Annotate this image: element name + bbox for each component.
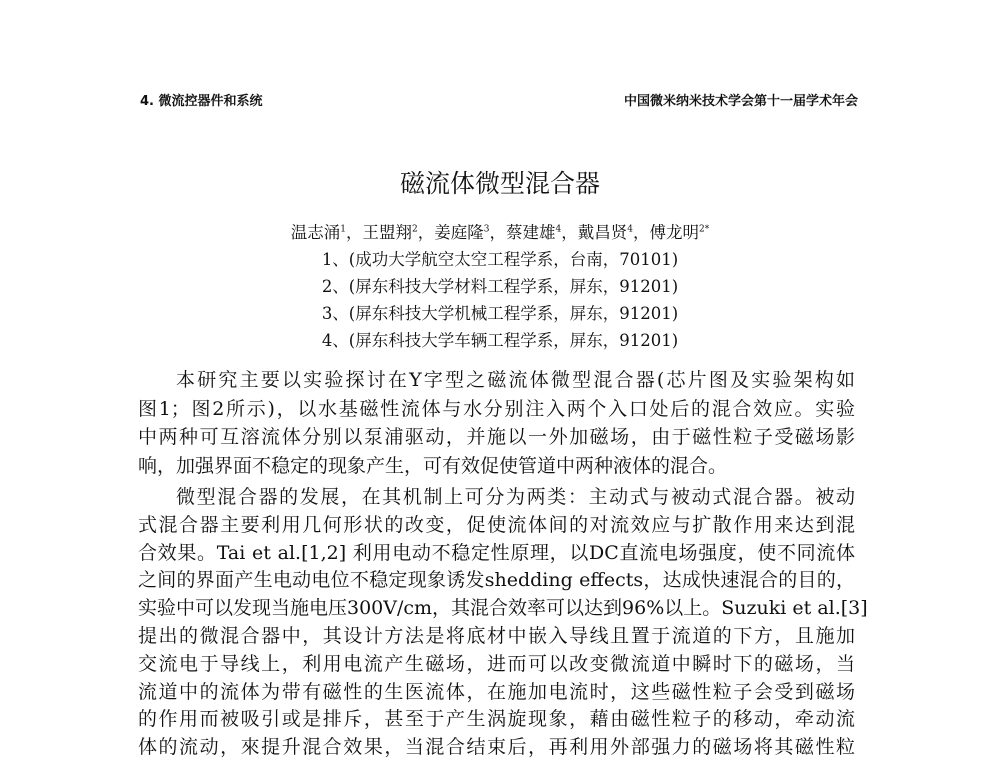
author-name: 戴昌贤	[577, 223, 628, 242]
body-text-line: 响，加强界面不稳定的现象产生，可有效促使管道中两种液体的混合。	[138, 454, 728, 477]
body-text-line: 本研究主要以实验探讨在Y字型之磁流体微型混合器(芯片图及实验架构如	[176, 369, 855, 391]
paper-title: 磁流体微型混合器	[399, 169, 600, 198]
body-text-line: 之间的界面产生电动电位不稳定现象诱发shedding effects，达成快速混合的目的，	[138, 569, 855, 592]
affiliation: 3、(屏东科技大学机械工程学系，屏东，91201)	[321, 304, 679, 323]
body-text-line: 流道中的流体为带有磁性的生医流体，在施加电流时，这些磁性粒子会受到磁场	[138, 680, 855, 703]
author-name: 温志涌	[290, 223, 341, 242]
affiliation: 4、(屏东科技大学车辆工程学系，屏东，91201)	[321, 331, 679, 350]
author-affiliation-mark: 1	[340, 224, 347, 235]
author-name: 姜庭隆	[434, 223, 484, 242]
body-text-line: 提出的微混合器中，其设计方法是将底材中嵌入导线且置于流道的下方，且施加	[138, 625, 855, 647]
running-header-section: 4. 微流控器件和系统	[140, 94, 263, 109]
author-affiliation-mark: 2*	[698, 224, 710, 235]
body-text-line: 合效果。Tai et al.[1,2] 利用电动不稳定性原理，以DC直流电场强度，使不同流体	[138, 541, 855, 564]
author-name: 王盟翔	[362, 223, 413, 242]
body-text-line: 式混合器主要利用几何形状的改变，促使流体间的对流效应与扩散作用来达到混	[138, 513, 855, 536]
author-list: 温志涌$^1$，王盟翔$^2$，姜庭隆$^3$，蔡建雄$^4$，戴昌贤$^4$，傅龙明$^{2*}$	[290, 223, 710, 242]
body-text-line: 实验中可以发现当施电压300V/cm，其混合效率可以达到96%以上。Suzuki et al.[3]	[138, 597, 868, 620]
author-affiliation-mark: 3	[483, 224, 490, 235]
affiliation: 2、(屏东科技大学材料工程学系，屏东，91201)	[321, 277, 679, 296]
author-affiliation-mark: 4	[627, 224, 633, 235]
author-name: 傅龙明	[649, 223, 699, 242]
body-text-line: 图1；图2所示)，以水基磁性流体与水分别注入两个入口处后的混合效应。实验	[138, 397, 855, 420]
author-affiliation-mark: 2	[412, 224, 418, 235]
author-affiliation-mark: 4	[555, 224, 562, 235]
body-text-line: 的作用而被吸引或是排斥，甚至于产生涡旋现象，藉由磁性粒子的移动，牵动流	[138, 708, 855, 731]
body-text-line: 体的流动，來提升混合效果，当混合结束后，再利用外部强力的磁场将其磁性粒	[138, 736, 855, 759]
author-name: 蔡建雄	[506, 223, 556, 242]
body-text-line: 中两种可互溶流体分别以泵浦驱动，并施以一外加磁场，由于磁性粒子受磁场影	[138, 426, 855, 449]
affiliation: 1、(成功大学航空太空工程学系，台南，70101)	[321, 250, 679, 269]
body-text-line: 微型混合器的发展，在其机制上可分为两类：主动式与被动式混合器。被动	[176, 486, 855, 508]
running-header-conference: 中国微米纳米技术学会第十一届学术年会	[623, 94, 858, 109]
body-text-line: 交流电于导线上，利用电流产生磁场，进而可以改变微流道中瞬时下的磁场，当	[138, 652, 855, 675]
